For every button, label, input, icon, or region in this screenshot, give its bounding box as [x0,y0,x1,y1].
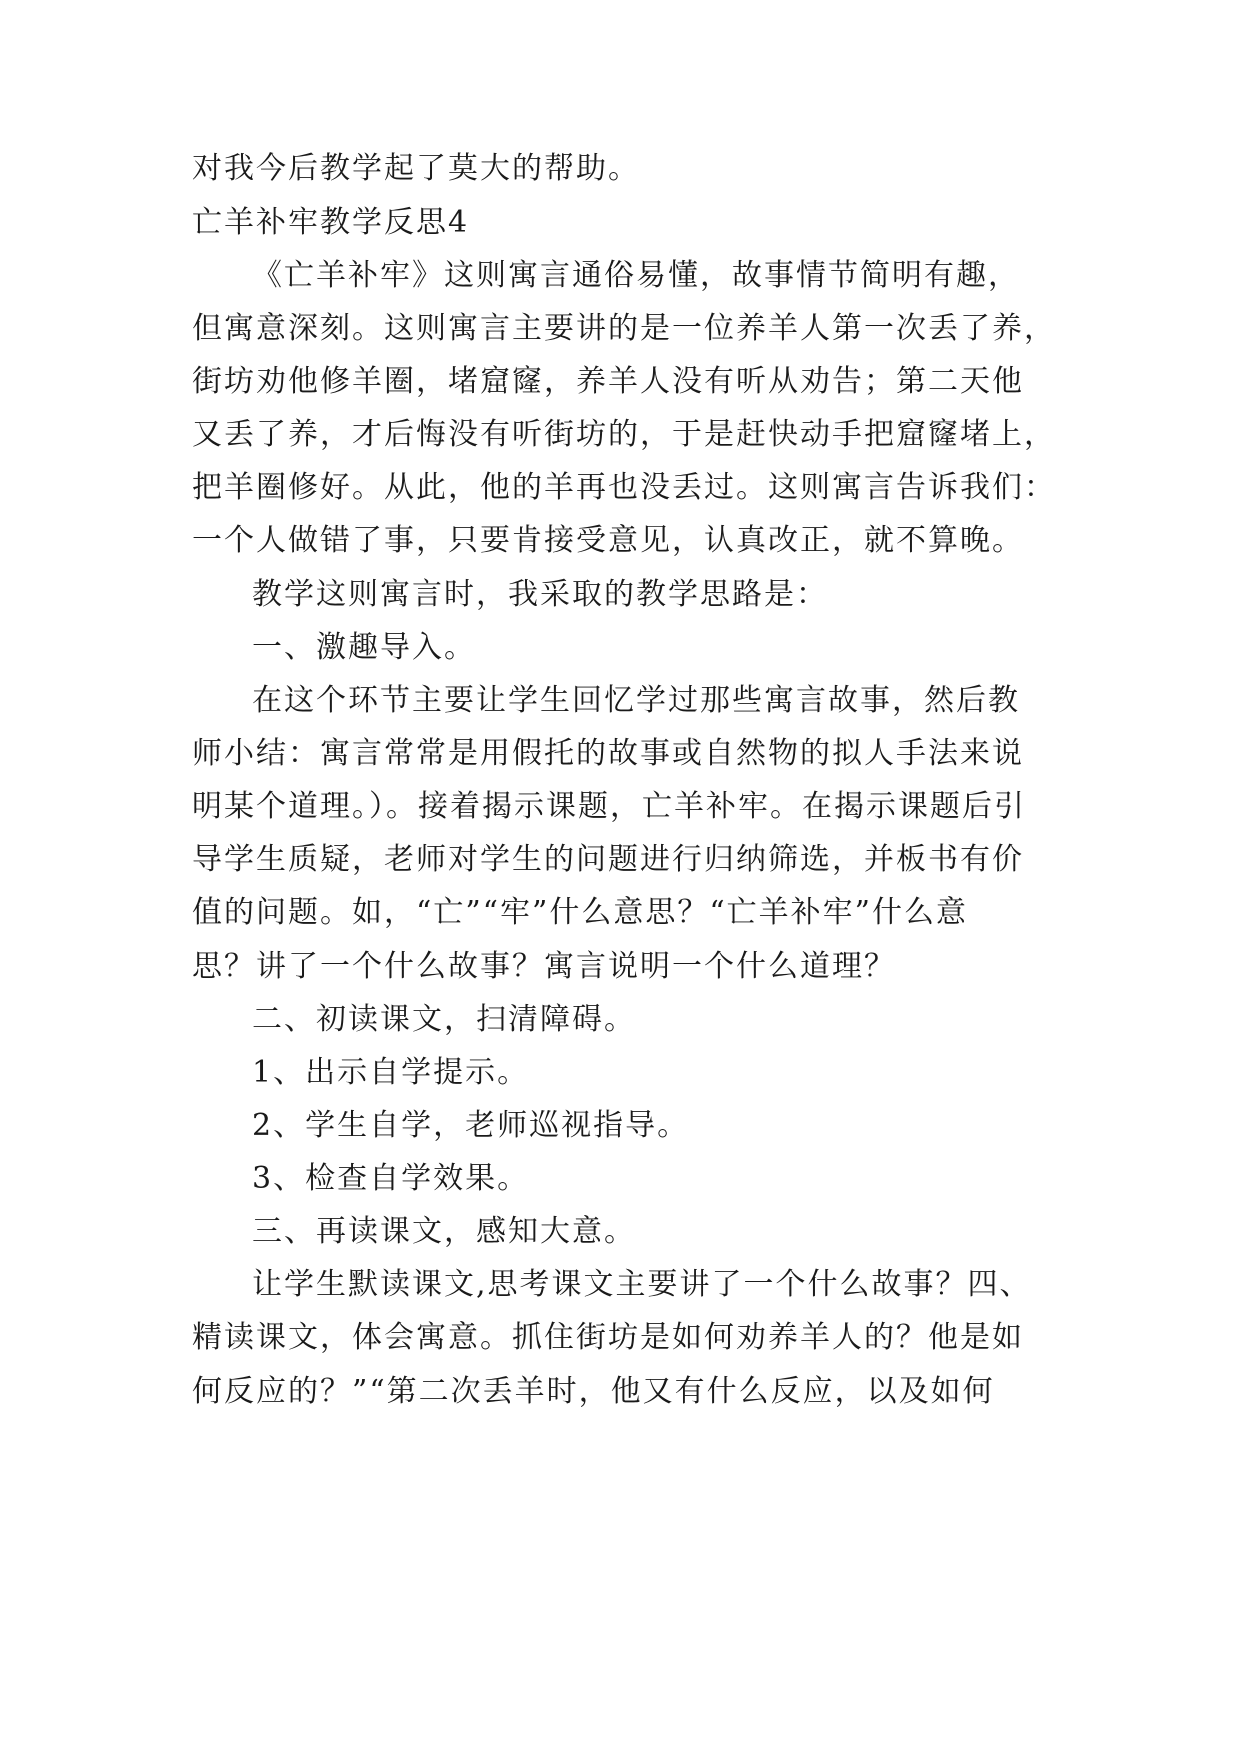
text-line: 值的问题。如，“亡”“牢”什么意思？“亡羊补牢”什么意 [192,895,969,930]
text-line: 1、出示自学提示。 [252,1055,530,1090]
text-line: 师小结：寓言常常是用假托的故事或自然物的拟人手法来说 [192,736,1024,771]
text-line: 三、再读课文，感知大意。 [252,1214,636,1249]
text-line: 何反应的？”“第二次丢羊时，他又有什么反应，以及如何 [192,1374,995,1409]
text-line: 又丢了养，才后悔没有听街坊的，于是赶快动手把窟窿堵上， [192,417,1056,452]
section-heading: 亡羊补牢教学反思4 [192,205,470,240]
text-line: 对我今后教学起了莫大的帮助。 [192,151,640,186]
text-line: 精读课文，体会寓意。抓住街坊是如何劝养羊人的？他是如 [192,1320,1024,1355]
text-line: 导学生质疑，老师对学生的问题进行归纳筛选，并板书有价 [192,842,1024,877]
text-line: 思？讲了一个什么故事？寓言说明一个什么道理？ [192,949,896,984]
text-line: 2、学生自学，老师巡视指导。 [252,1108,690,1143]
text-line: 一个人做错了事，只要肯接受意见，认真改正，就不算晚。 [192,523,1024,558]
text-line: 街坊劝他修羊圈，堵窟窿，养羊人没有听从劝告；第二天他 [192,364,1024,399]
text-line: 但寓意深刻。这则寓言主要讲的是一位养羊人第一次丢了养， [192,311,1056,346]
text-line: 让学生默读课文,思考课文主要讲了一个什么故事？四、 [252,1267,1032,1302]
text-line: 二、初读课文，扫清障碍。 [252,1002,636,1037]
text-line: 《亡羊补牢》这则寓言通俗易懂，故事情节简明有趣， [252,258,1020,293]
text-line: 一、激趣导入。 [252,630,476,665]
text-line: 把羊圈修好。从此，他的羊再也没丢过。这则寓言告诉我们： [192,470,1056,505]
text-line: 在这个环节主要让学生回忆学过那些寓言故事，然后教 [252,683,1020,718]
text-line: 教学这则寓言时，我采取的教学思路是： [252,577,828,612]
text-line: 3、检查自学效果。 [252,1161,530,1196]
text-line: 明某个道理。）。接着揭示课题，亡羊补牢。在揭示课题后引 [192,789,1026,824]
